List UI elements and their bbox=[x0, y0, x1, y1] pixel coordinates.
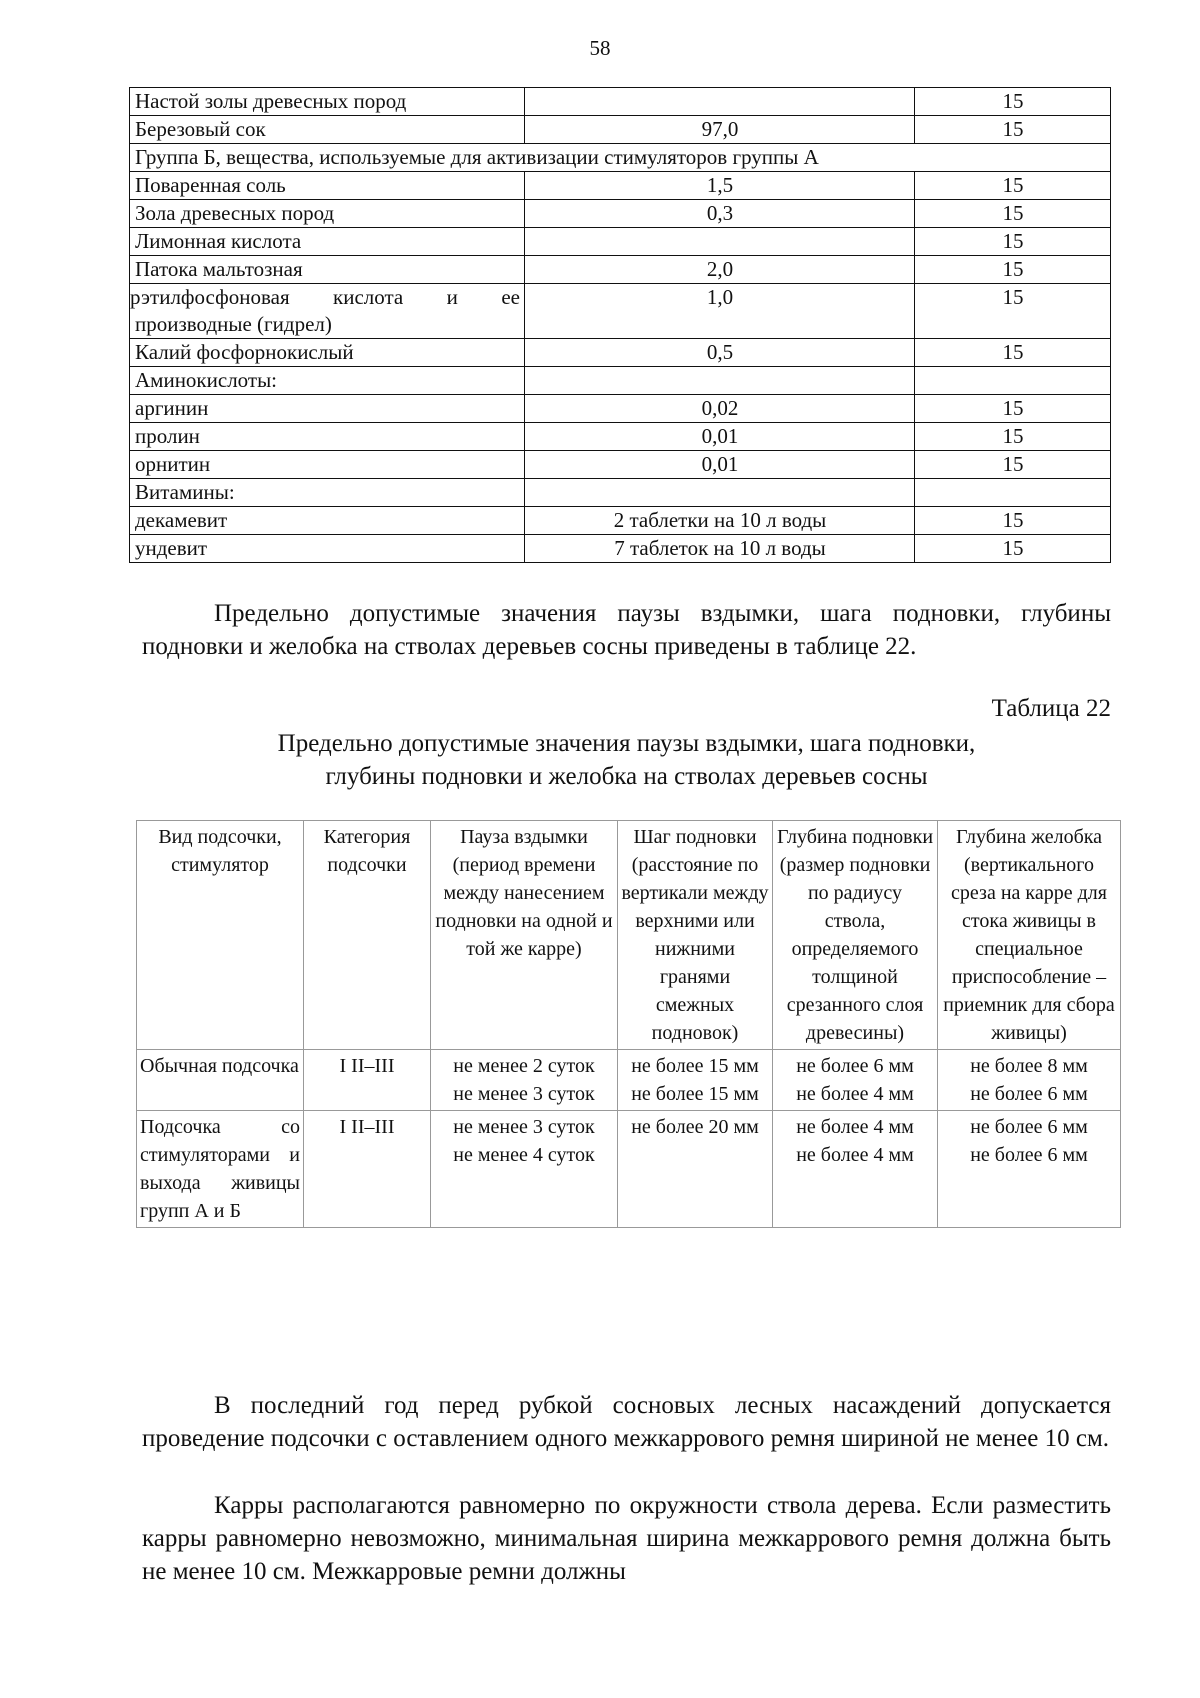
cell-name: Аминокислоты: bbox=[130, 367, 525, 395]
cell-value: 15 bbox=[915, 116, 1111, 144]
cell-value: 15 bbox=[915, 200, 1111, 228]
cell-depth-line: не более 4 мм bbox=[796, 1116, 914, 1138]
cell-step: не более 20 мм bbox=[618, 1111, 773, 1228]
cell-groove-line: не более 6 мм bbox=[970, 1144, 1088, 1166]
cell-groove-line: не более 8 мм bbox=[970, 1055, 1088, 1077]
cell-name: аргинин bbox=[130, 395, 525, 423]
cell-name: Витамины: bbox=[130, 479, 525, 507]
cell-amount: 7 таблеток на 10 л воды bbox=[525, 535, 915, 563]
cell-amount: 0,01 bbox=[525, 423, 915, 451]
cell-groove bbox=[938, 1050, 1121, 1111]
cell-name bbox=[130, 284, 525, 339]
cell-name: декамевит bbox=[130, 507, 525, 535]
cell-value: 15 bbox=[915, 535, 1111, 563]
table-row bbox=[137, 1050, 1121, 1111]
cell-value bbox=[915, 367, 1111, 395]
table-row bbox=[130, 367, 1111, 395]
cell-depth bbox=[773, 1111, 938, 1228]
cell-amount: 1,0 bbox=[525, 284, 915, 339]
header-cell: Категория подсочки bbox=[304, 821, 431, 1050]
cell-value: 15 bbox=[915, 284, 1111, 339]
cell-amount: 97,0 bbox=[525, 116, 915, 144]
cell-name: Патока мальтозная bbox=[130, 256, 525, 284]
cell-step: не более 15 мм не более 15 мм bbox=[618, 1050, 773, 1111]
table-stimulators bbox=[129, 87, 1111, 563]
cell-amount: 1,5 bbox=[525, 172, 915, 200]
page-number: 58 bbox=[589, 36, 611, 60]
table-row bbox=[130, 451, 1111, 479]
table-row bbox=[130, 284, 1111, 339]
table-row bbox=[130, 228, 1111, 256]
cell-pause-line: не менее 2 суток bbox=[453, 1055, 595, 1077]
cell-amount: 0,02 bbox=[525, 395, 915, 423]
cell-groove-line: не более 6 мм bbox=[970, 1116, 1088, 1138]
table-row bbox=[130, 423, 1111, 451]
table-row bbox=[130, 256, 1111, 284]
table-caption-line-1: Предельно допустимые значения паузы вздымки, шага подновки, bbox=[277, 730, 976, 757]
table-caption bbox=[142, 727, 1111, 793]
header-cell: Глубина желобка (вертикального среза на карре для стока живицы в специальное приспособление – приемник для сбора живицы) bbox=[938, 821, 1121, 1050]
cell-type: Обычная подсочка bbox=[137, 1050, 304, 1111]
cell-groove-line: не более 6 мм bbox=[970, 1083, 1088, 1105]
cell-value: 15 bbox=[915, 88, 1111, 116]
cell-amount: 0,3 bbox=[525, 200, 915, 228]
cell-name: Настой золы древесных пород bbox=[130, 88, 525, 116]
cell-name: Поваренная соль bbox=[130, 172, 525, 200]
table-header-row bbox=[137, 821, 1121, 1050]
cell-pause bbox=[431, 1050, 618, 1111]
cell-depth-line: не более 4 мм bbox=[796, 1144, 914, 1166]
cell-value: 15 bbox=[915, 451, 1111, 479]
cell-amount: 0,5 bbox=[525, 339, 915, 367]
cell-category: I II–III bbox=[304, 1050, 431, 1111]
table-row bbox=[130, 88, 1111, 116]
cell-name-line: рэтилфосфоновая кислота и ее bbox=[130, 285, 520, 309]
header-cell: Пауза вздымки (период времени между нанесением подновки на одной и той же карре) bbox=[431, 821, 618, 1050]
cell-pause-line: не менее 3 суток bbox=[453, 1083, 595, 1105]
cell-amount: 2 таблетки на 10 л воды bbox=[525, 507, 915, 535]
paragraph-1-text: Предельно допустимые значения паузы вздымки, шага подновки, глубины подновки и желобка на стволах деревьев сосны приведены в таблице 22. bbox=[142, 600, 1111, 660]
table-row bbox=[130, 116, 1111, 144]
cell-amount bbox=[525, 367, 915, 395]
cell-category: I II–III bbox=[304, 1111, 431, 1228]
cell-pause-line: не менее 3 суток bbox=[453, 1116, 595, 1138]
paragraph-2 bbox=[142, 1389, 1111, 1455]
table-row bbox=[130, 507, 1111, 535]
table-row bbox=[130, 144, 1111, 172]
header-cell: Вид подсочки, стимулятор bbox=[137, 821, 304, 1050]
cell-amount bbox=[525, 228, 915, 256]
cell-amount bbox=[525, 479, 915, 507]
table-22 bbox=[136, 820, 1121, 1228]
cell-depth-line: не более 4 мм bbox=[796, 1083, 914, 1105]
group-heading-cell: Группа Б, вещества, используемые для активизации стимуляторов группы А bbox=[130, 144, 1111, 172]
cell-value: 15 bbox=[915, 172, 1111, 200]
header-cell: Шаг подновки (расстояние по вертикали между верхними или нижними гранями смежных подновок) bbox=[618, 821, 773, 1050]
cell-value: 15 bbox=[915, 507, 1111, 535]
table-row bbox=[130, 172, 1111, 200]
table-row bbox=[130, 395, 1111, 423]
cell-value bbox=[915, 479, 1111, 507]
cell-name: Зола древесных пород bbox=[130, 200, 525, 228]
cell-amount: 0,01 bbox=[525, 451, 915, 479]
table-row bbox=[130, 339, 1111, 367]
cell-value: 15 bbox=[915, 395, 1111, 423]
paragraph-3-text: Карры располагаются равномерно по окружности ствола дерева. Если разместить карры равномерно невозможно, минимальная ширина межкаррового ремня должна быть не менее 10 см. Межкарровые ремни должны bbox=[142, 1492, 1111, 1585]
cell-value: 15 bbox=[915, 228, 1111, 256]
cell-name: Калий фосфорнокислый bbox=[130, 339, 525, 367]
cell-name-line: производные (гидрел) bbox=[135, 312, 332, 336]
cell-name: ундевит bbox=[130, 535, 525, 563]
table-row bbox=[137, 1111, 1121, 1228]
cell-amount: 2,0 bbox=[525, 256, 915, 284]
cell-pause-line: не менее 4 суток bbox=[453, 1144, 595, 1166]
cell-name: Березовый сок bbox=[130, 116, 525, 144]
table-row bbox=[130, 200, 1111, 228]
cell-type: Подсочка со стимуляторами и выхода живицы групп А и Б bbox=[137, 1111, 304, 1228]
paragraph-1 bbox=[142, 597, 1111, 663]
cell-value: 15 bbox=[915, 423, 1111, 451]
table-row bbox=[130, 479, 1111, 507]
cell-depth-line: не более 6 мм bbox=[796, 1055, 914, 1077]
cell-value: 15 bbox=[915, 339, 1111, 367]
table-number: Таблица 22 bbox=[991, 695, 1111, 722]
paragraph-3 bbox=[142, 1489, 1111, 1588]
table-caption-line-2: глубины подновки и желобка на стволах деревьев сосны bbox=[325, 763, 928, 790]
cell-pause bbox=[431, 1111, 618, 1228]
cell-amount bbox=[525, 88, 915, 116]
cell-name: пролин bbox=[130, 423, 525, 451]
cell-name: орнитин bbox=[130, 451, 525, 479]
cell-groove bbox=[938, 1111, 1121, 1228]
cell-depth bbox=[773, 1050, 938, 1111]
header-cell: Глубина подновки (размер подновки по радиусу ствола, определяемого толщиной срезанного слоя древесины) bbox=[773, 821, 938, 1050]
cell-name: Лимонная кислота bbox=[130, 228, 525, 256]
cell-value: 15 bbox=[915, 256, 1111, 284]
table-row bbox=[130, 535, 1111, 563]
paragraph-2-text: В последний год перед рубкой сосновых лесных насаждений допускается проведение подсочки с оставлением одного межкаррового ремня шириной не менее 10 см. bbox=[142, 1392, 1111, 1452]
